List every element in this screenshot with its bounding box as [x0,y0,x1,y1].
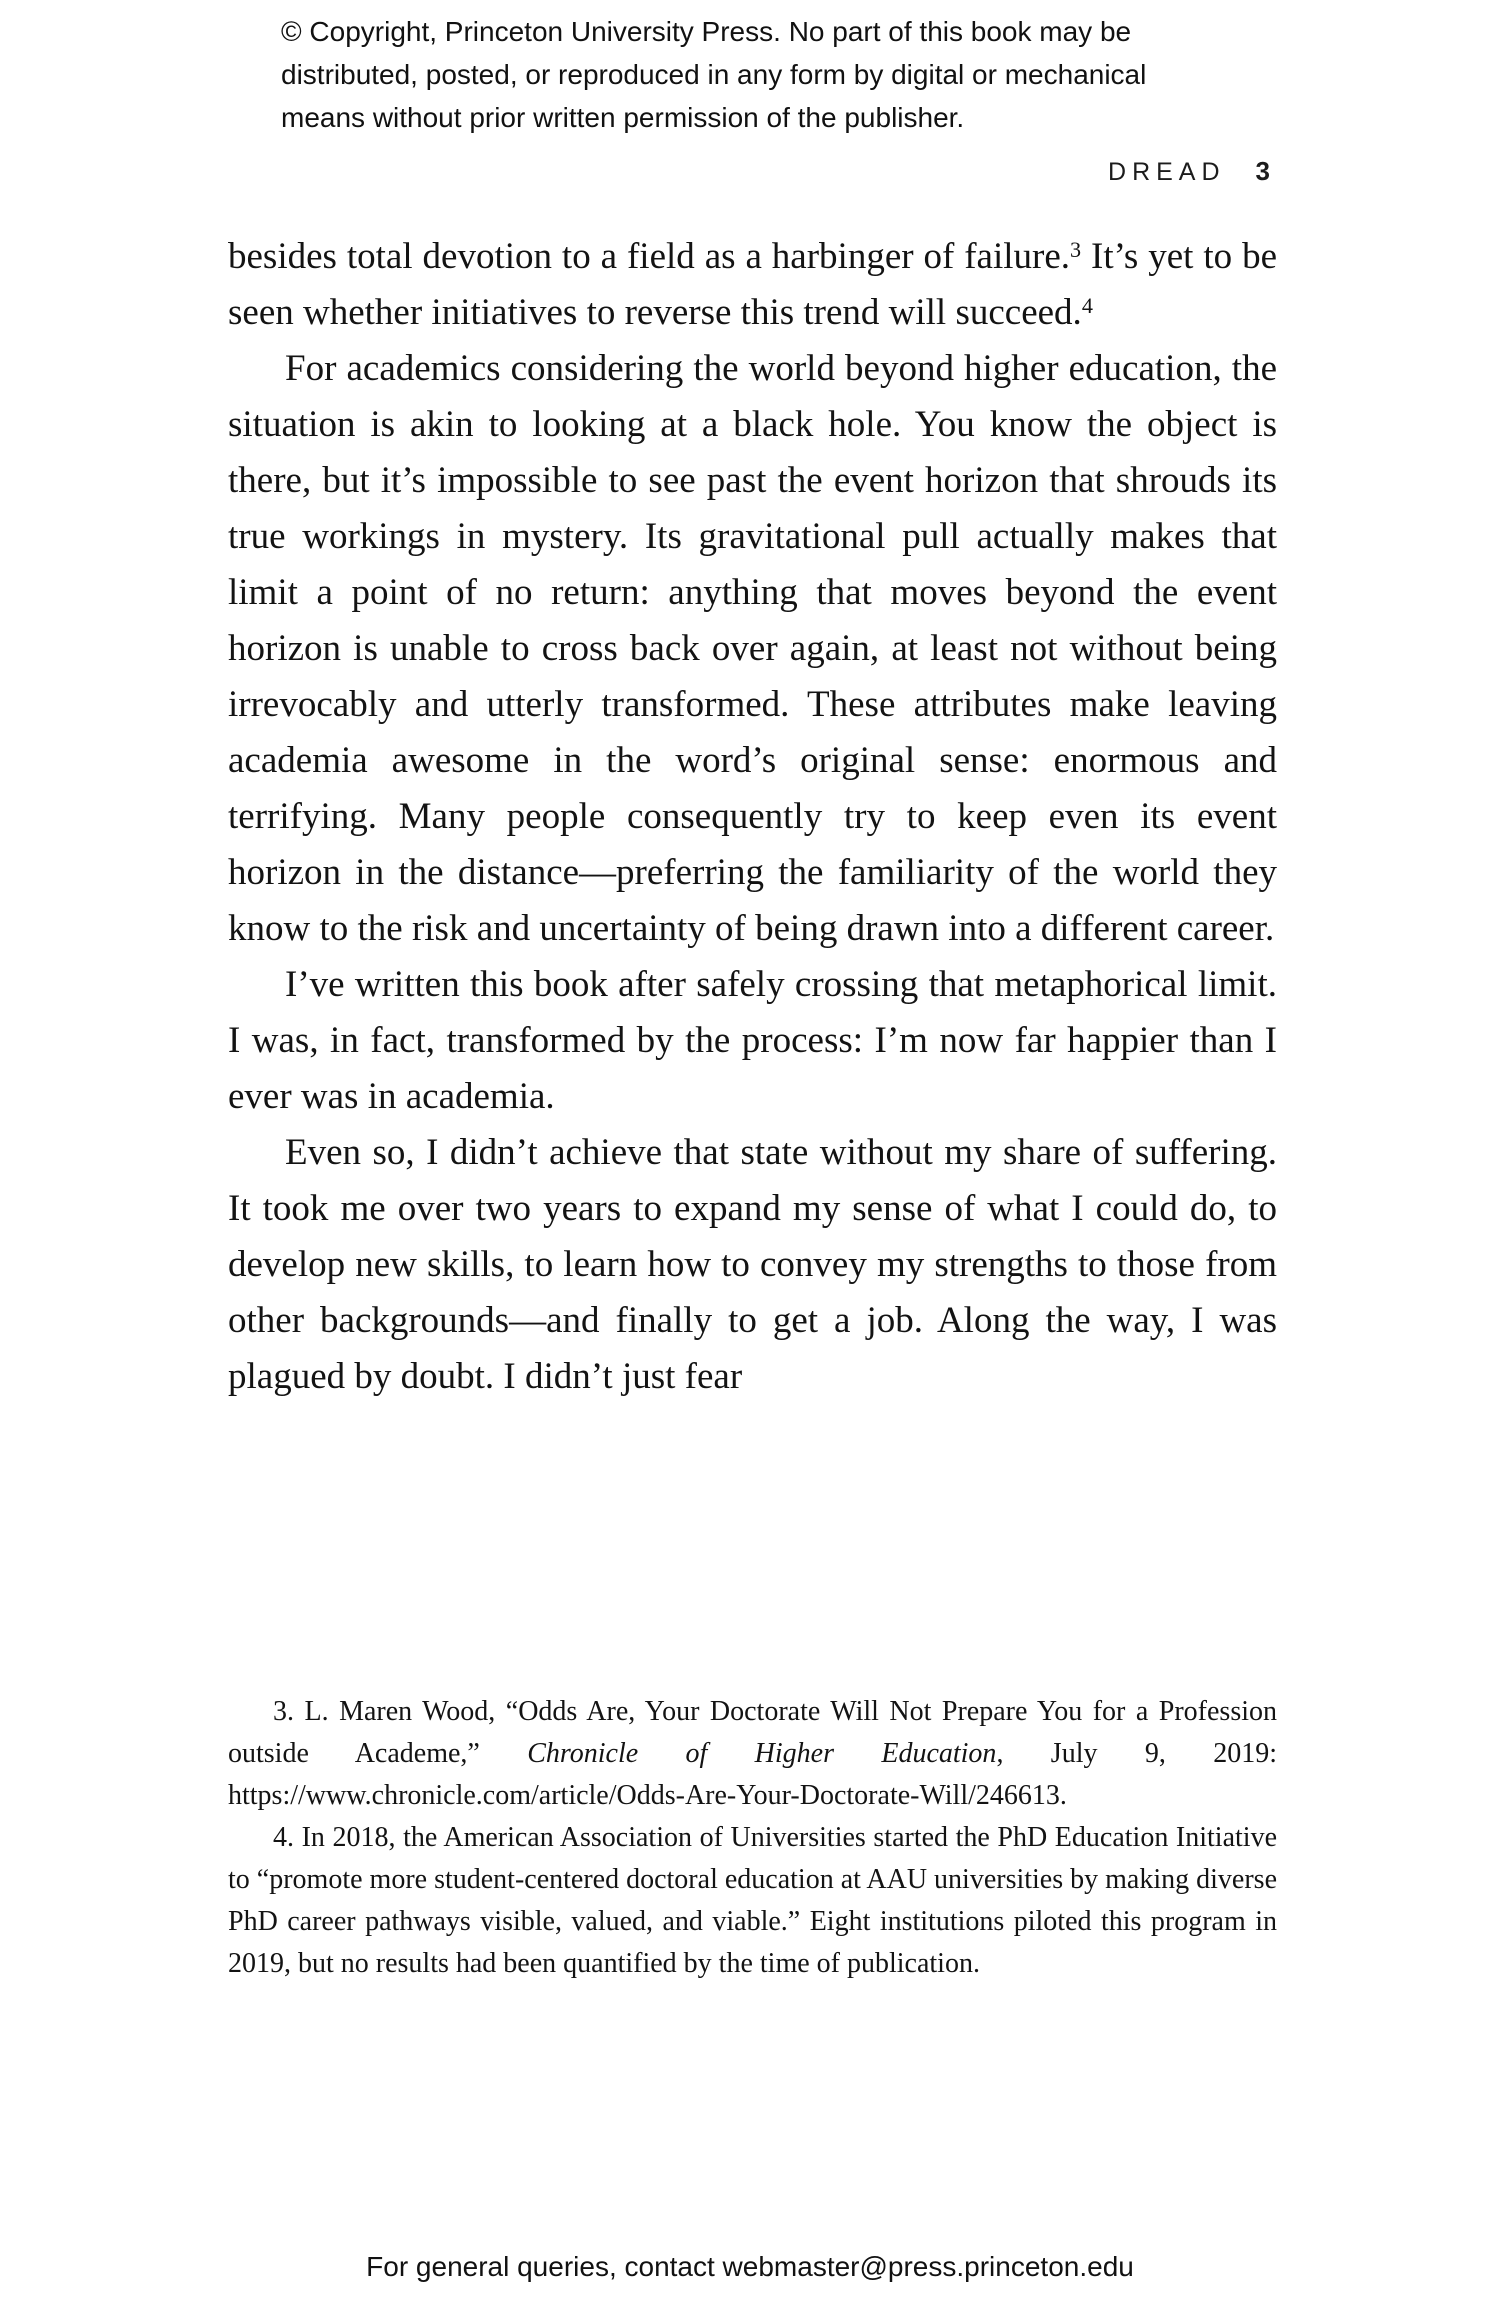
copyright-line: distributed, posted, or reproduced in any form by digital or mechanical [281,59,1147,90]
chapter-title: DREAD [1108,158,1226,186]
paragraph: I’ve written this book after safely crossing that metaphorical limit. I was, in fact, transformed by the process: I’m now far happier than I ever was in academia. [228,964,1277,1117]
copyright-line: © Copyright, Princeton University Press. No part of this book may be [281,16,1132,47]
footnote: 4. In 2018, the American Association of Universities started the PhD Education Initiative to “promote more student-centered doctoral education at AAU universities by making diverse PhD career pathways visible, valued, and viable.” Eight institutions piloted this program in 2019, but no results had been quantified by the time of publication. [228,1822,1277,1979]
footnotes-section [228,1691,1277,1985]
italic-text: Chronicle of Higher Education [527,1738,997,1769]
running-header [1108,156,1270,187]
copyright-notice [281,10,1146,139]
copyright-line: means without prior written permission of the publisher. [281,102,965,133]
paragraph: For academics considering the world beyond higher education, the situation is akin to looking at a black hole. You know the object is there, but it’s impossible to see past the event horizon that shrouds its true workings in mystery. Its gravitational pull actually makes that limit a point of no return: anything that moves beyond the event horizon is unable to cross back over again, at least not without being irrevocably and utterly transformed. These attributes make leaving academia awesome in the word’s original sense: enormous and terrifying. Many people consequently try to keep even its event horizon in the distance—preferring the familiarity of the world they know to the risk and uncertainty of being drawn into a different career. [228,348,1277,949]
footnote: 3. L. Maren Wood, “Odds Are, Your Doctorate Will Not Prepare You for a Profession outside Academe,” Chronicle of Higher Education, July 9, 2019: https://www.chronicle.com/article/Odds-Are-Your-Doctorate-Will/246613. [228,1696,1277,1811]
paragraph: besides total devotion to a field as a harbinger of failure.$^3$ It’s yet to be seen whether initiatives to reverse this trend will succeed.$^4$ [228,236,1277,333]
paragraph: Even so, I didn’t achieve that state without my share of suffering. It took me over two years to expand my sense of what I could do, to develop new skills, to learn how to convey my strengths to those from other backgrounds—and finally to get a job. Along the way, I was plagued by doubt. I didn’t just fear [228,1132,1277,1397]
page-number: 3 [1255,156,1270,186]
page-footer [0,2251,1500,2283]
contact-line: For general queries, contact webmaster@press.princeton.edu [366,2251,1134,2282]
body-text [228,229,1277,1405]
footnote-marker: 3 [1070,236,1082,262]
footnote-marker: 4 [1081,292,1093,318]
